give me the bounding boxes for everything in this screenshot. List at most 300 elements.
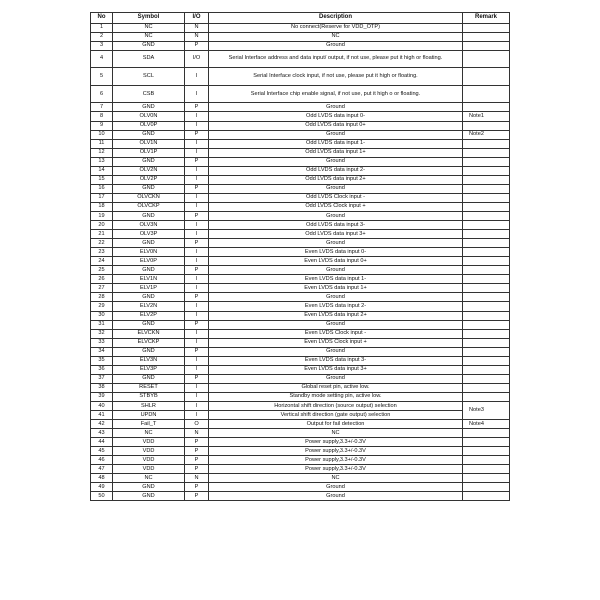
table-row [91,438,510,447]
pin-symbol-cell: NC [113,32,185,41]
table-row [91,85,510,103]
pin-symbol-cell: ELV1P [113,284,185,293]
pin-description-cell: Odd LVDS data input 2+ [209,175,463,184]
pin-number-cell: 34 [91,347,113,356]
table-row [91,139,510,148]
pin-io-cell: P [185,41,209,50]
pin-number-cell: 37 [91,374,113,383]
remark-cell [463,103,510,112]
pin-description-cell: Ground [209,157,463,166]
pin-description-cell: Odd LVDS Clock input - [209,193,463,202]
pin-symbol-cell: ELV2P [113,311,185,320]
remark-cell [463,492,510,501]
remark-cell [463,193,510,202]
pin-description-cell: Odd LVDS data input 1- [209,139,463,148]
pin-description-cell: Even LVDS Clock input + [209,338,463,347]
pin-number-cell: 42 [91,420,113,429]
pin-description-cell: Ground [209,266,463,275]
pin-number-cell: 32 [91,329,113,338]
pin-symbol-cell: VDD [113,438,185,447]
pin-io-cell: I [185,311,209,320]
pin-symbol-cell: GND [113,483,185,492]
pin-number-cell: 43 [91,429,113,438]
pin-io-cell: I [185,230,209,239]
remark-cell [463,447,510,456]
pin-description-cell: Ground [209,483,463,492]
header-remark: Remark [463,13,510,24]
pin-io-cell: P [185,103,209,112]
pin-symbol-cell: OLV1P [113,148,185,157]
table-row [91,266,510,275]
pin-description-cell: Ground [209,347,463,356]
pin-io-cell: P [185,447,209,456]
pin-definition-table [90,12,510,501]
pin-io-cell: N [185,429,209,438]
pin-number-cell: 39 [91,392,113,401]
table-row [91,383,510,392]
pin-io-cell: P [185,239,209,248]
remark-cell [463,230,510,239]
remark-cell [463,438,510,447]
remark-cell [463,239,510,248]
pin-io-cell: I/O [185,50,209,68]
pin-symbol-cell: ELV1N [113,275,185,284]
pin-io-cell: P [185,374,209,383]
pin-description-cell: Even LVDS data input 0+ [209,257,463,266]
pin-io-cell: I [185,383,209,392]
remark-cell [463,365,510,374]
pin-symbol-cell: OLV3N [113,221,185,230]
pin-description-cell: Ground [209,130,463,139]
pin-symbol-cell: OLV0N [113,112,185,121]
remark-cell [463,221,510,230]
pin-number-cell: 14 [91,166,113,175]
pin-description-cell: Odd LVDS Clock input + [209,202,463,211]
remark-cell [463,85,510,103]
pin-description-cell: Odd LVDS data input 3+ [209,230,463,239]
table-row [91,311,510,320]
remark-cell [463,211,510,220]
pin-symbol-cell: OLV3P [113,230,185,239]
pin-description-cell: Power supply,3.3+/-0.3V [209,438,463,447]
table-row [91,338,510,347]
pin-io-cell: I [185,193,209,202]
remark-cell [463,157,510,166]
pin-symbol-cell: ELV3N [113,356,185,365]
pin-symbol-cell: OLV2P [113,175,185,184]
table-row [91,420,510,429]
table-row [91,474,510,483]
pin-description-cell: Power supply,3.3+/-0.3V [209,456,463,465]
pin-io-cell: P [185,438,209,447]
pin-io-cell: I [185,221,209,230]
table-row [91,257,510,266]
pin-number-cell: 11 [91,139,113,148]
pin-number-cell: 49 [91,483,113,492]
pin-io-cell: I [185,257,209,266]
pin-symbol-cell: GND [113,157,185,166]
table-row [91,184,510,193]
table-row [91,374,510,383]
table-row [91,456,510,465]
pin-symbol-cell: GND [113,492,185,501]
pin-number-cell: 19 [91,211,113,220]
table-row [91,465,510,474]
pin-symbol-cell: GND [113,293,185,302]
remark-cell: Note2 [463,130,510,139]
pin-description-cell: Ground [209,374,463,383]
pin-io-cell: N [185,474,209,483]
pin-io-cell: I [185,85,209,103]
pin-description-cell: Ground [209,103,463,112]
pin-description-cell: Odd LVDS data input 2- [209,166,463,175]
table-row [91,392,510,401]
pin-io-cell: I [185,148,209,157]
pin-description-cell: Serial Interface clock input, if not use, please put it high or floating. [209,68,463,86]
pin-number-cell: 35 [91,356,113,365]
pin-io-cell: I [185,338,209,347]
pin-io-cell: I [185,275,209,284]
pin-number-cell: 8 [91,112,113,121]
pin-number-cell: 29 [91,302,113,311]
pin-description-cell: NC [209,32,463,41]
pin-io-cell: P [185,320,209,329]
pin-symbol-cell: GND [113,320,185,329]
remark-cell: Note4 [463,420,510,429]
table-row [91,275,510,284]
pin-symbol-cell: VDD [113,456,185,465]
pin-io-cell: I [185,248,209,257]
pin-number-cell: 41 [91,411,113,420]
remark-cell [463,338,510,347]
pin-io-cell: I [185,202,209,211]
table-row [91,293,510,302]
pin-io-cell: I [185,139,209,148]
table-row [91,230,510,239]
pin-description-cell: No connect(Reserve for VDD_OTP) [209,23,463,32]
table-row [91,32,510,41]
pin-symbol-cell: STBYB [113,392,185,401]
table-row [91,193,510,202]
table-row [91,23,510,32]
table-row [91,166,510,175]
pin-io-cell: P [185,492,209,501]
table-row [91,202,510,211]
remark-cell [463,474,510,483]
pin-description-cell: Serial Interface address and data input/ output, if not use, please put it high or floating. [209,50,463,68]
pin-description-cell: Ground [209,239,463,248]
pin-symbol-cell: SHLR [113,401,185,410]
remark-cell [463,248,510,257]
pin-number-cell: 18 [91,202,113,211]
remark-cell [463,356,510,365]
pin-io-cell: P [185,456,209,465]
remark-cell [463,23,510,32]
table-row [91,211,510,220]
table-row [91,401,510,410]
pin-description-cell: Odd LVDS data input 3- [209,221,463,230]
pin-io-cell: I [185,401,209,410]
table-row [91,320,510,329]
pin-number-cell: 6 [91,85,113,103]
pin-description-cell: Power supply,3.3+/-0.3V [209,447,463,456]
pin-number-cell: 36 [91,365,113,374]
pin-symbol-cell: ELV0P [113,257,185,266]
remark-cell [463,68,510,86]
remark-cell: Note3 [463,401,510,419]
table-row [91,41,510,50]
pin-description-cell: Power supply,3.3+/-0.3V [209,465,463,474]
remark-cell [463,166,510,175]
pin-description-cell: Ground [209,492,463,501]
pin-description-cell: Ground [209,184,463,193]
pin-symbol-cell: SCL [113,68,185,86]
pin-number-cell: 46 [91,456,113,465]
pin-description-cell: Standby mode setting pin, active low. [209,392,463,401]
pin-description-cell: Even LVDS data input 2+ [209,311,463,320]
pin-symbol-cell: ELVCKN [113,329,185,338]
pin-number-cell: 1 [91,23,113,32]
pin-number-cell: 17 [91,193,113,202]
pin-symbol-cell: SDA [113,50,185,68]
header-row [91,13,510,24]
remark-cell [463,302,510,311]
table-row [91,447,510,456]
pin-description-cell: Output for fail detection [209,420,463,429]
table-row [91,148,510,157]
pin-io-cell: P [185,293,209,302]
pin-io-cell: P [185,130,209,139]
remark-cell [463,311,510,320]
remark-cell [463,374,510,383]
pin-symbol-cell: GND [113,374,185,383]
table-row [91,157,510,166]
table-row [91,347,510,356]
pin-io-cell: I [185,175,209,184]
remark-cell [463,456,510,465]
pin-symbol-cell: GND [113,130,185,139]
pin-symbol-cell: ELV3P [113,365,185,374]
pin-symbol-cell: NC [113,429,185,438]
pin-io-cell: I [185,365,209,374]
table-row [91,356,510,365]
pin-io-cell: P [185,465,209,474]
pin-description-cell: Ground [209,320,463,329]
remark-cell [463,50,510,68]
pin-symbol-cell: ELV0N [113,248,185,257]
remark-cell [463,257,510,266]
table-row [91,302,510,311]
remark-cell [463,175,510,184]
remark-cell [463,121,510,130]
pin-description-cell: Odd LVDS data input 0- [209,112,463,121]
remark-cell: Note1 [463,112,510,121]
table-row [91,492,510,501]
table-row [91,329,510,338]
remark-cell [463,383,510,392]
table-row [91,221,510,230]
pin-symbol-cell: GND [113,347,185,356]
pin-symbol-cell: GND [113,103,185,112]
pin-number-cell: 13 [91,157,113,166]
pin-symbol-cell: OLVCKP [113,202,185,211]
pin-description-cell: Even LVDS data input 3+ [209,365,463,374]
pin-io-cell: P [185,184,209,193]
pin-symbol-cell: GND [113,41,185,50]
pin-io-cell: I [185,329,209,338]
pin-number-cell: 3 [91,41,113,50]
pin-description-cell: Horizontal shift direction (source output) selection [209,401,463,410]
pin-symbol-cell: GND [113,266,185,275]
remark-cell [463,202,510,211]
pin-description-cell: Even LVDS data input 1- [209,275,463,284]
header-no: No [91,13,113,24]
remark-cell [463,275,510,284]
pin-number-cell: 9 [91,121,113,130]
remark-cell [463,266,510,275]
pin-number-cell: 44 [91,438,113,447]
table-body [91,23,510,501]
pin-symbol-cell: RESET [113,383,185,392]
pin-number-cell: 47 [91,465,113,474]
pin-number-cell: 45 [91,447,113,456]
pin-symbol-cell: NC [113,474,185,483]
pin-description-cell: Ground [209,41,463,50]
pin-description-cell: Even LVDS data input 3- [209,356,463,365]
pin-description-cell: Even LVDS data input 1+ [209,284,463,293]
pin-number-cell: 25 [91,266,113,275]
table-row [91,284,510,293]
table-row [91,239,510,248]
pin-description-cell: Vertical shift direction (gate output) selection [209,411,463,420]
pin-description-cell: NC [209,429,463,438]
pin-io-cell: O [185,420,209,429]
pin-io-cell: N [185,32,209,41]
pin-symbol-cell: Fail_T [113,420,185,429]
table-row [91,121,510,130]
pin-number-cell: 10 [91,130,113,139]
remark-cell [463,148,510,157]
pin-io-cell: I [185,166,209,175]
pin-number-cell: 40 [91,401,113,410]
table-row [91,365,510,374]
pin-io-cell: P [185,483,209,492]
pin-number-cell: 28 [91,293,113,302]
pin-number-cell: 22 [91,239,113,248]
pin-description-cell: Even LVDS data input 0- [209,248,463,257]
pin-io-cell: I [185,112,209,121]
table-row [91,429,510,438]
pin-io-cell: I [185,411,209,420]
pin-number-cell: 16 [91,184,113,193]
table-row [91,68,510,86]
pin-number-cell: 30 [91,311,113,320]
header-symbol: Symbol [113,13,185,24]
remark-cell [463,32,510,41]
pin-number-cell: 50 [91,492,113,501]
pin-symbol-cell: ELV2N [113,302,185,311]
pin-io-cell: P [185,347,209,356]
remark-cell [463,483,510,492]
pin-io-cell: I [185,68,209,86]
pin-description-cell: Even LVDS Clock input - [209,329,463,338]
pin-io-cell: P [185,211,209,220]
pin-io-cell: I [185,302,209,311]
remark-cell [463,284,510,293]
pin-description-cell: Ground [209,293,463,302]
pin-number-cell: 12 [91,148,113,157]
remark-cell [463,41,510,50]
pin-number-cell: 21 [91,230,113,239]
header-description: Description [209,13,463,24]
pin-io-cell: I [185,284,209,293]
table-row [91,483,510,492]
pin-number-cell: 26 [91,275,113,284]
remark-cell [463,293,510,302]
table-row [91,112,510,121]
remark-cell [463,429,510,438]
pin-symbol-cell: GND [113,184,185,193]
pin-number-cell: 2 [91,32,113,41]
pin-io-cell: I [185,121,209,130]
pin-number-cell: 7 [91,103,113,112]
remark-cell [463,320,510,329]
remark-cell [463,465,510,474]
pin-io-cell: I [185,392,209,401]
pin-number-cell: 48 [91,474,113,483]
pin-symbol-cell: OLV2N [113,166,185,175]
pin-io-cell: P [185,266,209,275]
pin-symbol-cell: CSB [113,85,185,103]
pin-symbol-cell: UPDN [113,411,185,420]
pin-number-cell: 24 [91,257,113,266]
pin-symbol-cell: VDD [113,465,185,474]
pin-description-cell: Ground [209,211,463,220]
table-row [91,130,510,139]
pin-number-cell: 27 [91,284,113,293]
pin-symbol-cell: OLV1N [113,139,185,148]
pin-description-cell: Odd LVDS data input 1+ [209,148,463,157]
pin-symbol-cell: NC [113,23,185,32]
remark-cell [463,139,510,148]
pin-number-cell: 20 [91,221,113,230]
pin-description-cell: Global reset pin, active low. [209,383,463,392]
pin-description-cell: Even LVDS data input 2- [209,302,463,311]
pin-number-cell: 4 [91,50,113,68]
remark-cell [463,392,510,401]
pin-io-cell: I [185,356,209,365]
remark-cell [463,347,510,356]
pin-symbol-cell: GND [113,239,185,248]
pin-number-cell: 5 [91,68,113,86]
pin-number-cell: 38 [91,383,113,392]
pin-description-cell: Serial Interface chip enable signal, if not use, put it high o or floating. [209,85,463,103]
pin-symbol-cell: OLVCKN [113,193,185,202]
pin-symbol-cell: VDD [113,447,185,456]
pin-number-cell: 15 [91,175,113,184]
pin-description-cell: NC [209,474,463,483]
table-row [91,248,510,257]
pin-number-cell: 23 [91,248,113,257]
pin-io-cell: P [185,157,209,166]
remark-cell [463,329,510,338]
header-io: I/O [185,13,209,24]
table-row [91,175,510,184]
pin-number-cell: 33 [91,338,113,347]
table-row [91,103,510,112]
table-row [91,50,510,68]
pin-symbol-cell: ELVCKP [113,338,185,347]
